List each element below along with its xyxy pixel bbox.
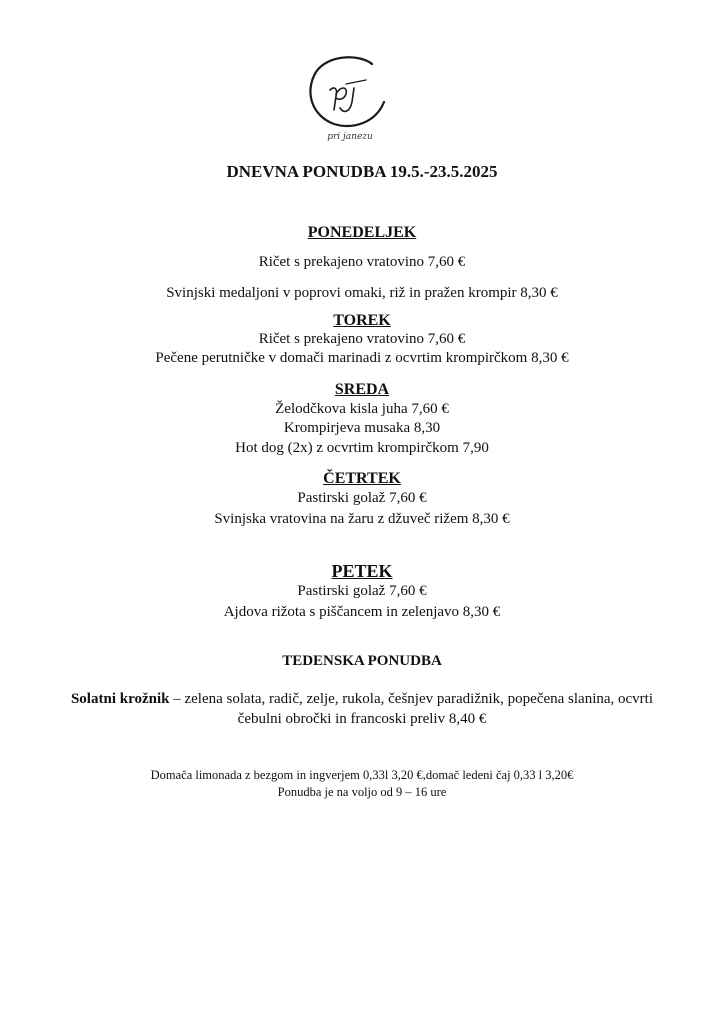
logo-mark-icon — [300, 50, 400, 142]
menu-item: Svinjska vratovina na žaru z džuveč rižem 8,30 € — [214, 511, 510, 527]
menu-item: Ričet s prekajeno vratovino 7,60 € — [258, 254, 466, 270]
hours-note: Ponudba je na voljo od 9 – 16 ure — [277, 785, 447, 799]
weekly-offer-item — [62, 689, 662, 729]
day-heading-thursday: ČETRTEK — [323, 470, 401, 487]
menu-item: Ajdova rižota s piščancem in zelenjavo 8,30 € — [223, 604, 501, 620]
day-heading-friday: PETEK — [331, 561, 393, 581]
weekly-item-name: Solatni krožnik — [70, 691, 170, 707]
weekly-offer-heading: TEDENSKA PONUDBA — [282, 653, 442, 669]
menu-item: Želodčkova kisla juha 7,60 € — [275, 401, 449, 417]
menu-item: Svinjski medaljoni v poprovi omaki, riž in pražen krompir 8,30 € — [166, 285, 558, 301]
menu-item: Krompirjeva musaka 8,30 — [283, 420, 441, 436]
menu-item: Pastirski golaž 7,60 € — [297, 583, 427, 599]
menu-item: Pastirski golaž 7,60 € — [297, 490, 427, 506]
logo-tagline: pri janezu — [327, 132, 373, 142]
day-heading-wednesday: SREDA — [334, 381, 390, 398]
restaurant-logo — [300, 50, 400, 142]
page-title: DNEVNA PONUDBA 19.5.-23.5.2025 — [226, 162, 498, 181]
menu-item: Pečene perutničke v domači marinadi z ocvrtim krompirčkom 8,30 € — [155, 350, 569, 366]
weekly-item-description: – zelena solata, radič, zelje, rukola, češnjev paradižnik, popečena slanina, ocvrti čebulni obročki in francoski preliv 8,40 € — [169, 691, 654, 727]
menu-item: Hot dog (2x) z ocvrtim krompirčkom 7,90 — [235, 440, 489, 456]
day-heading-monday: PONEDELJEK — [307, 224, 417, 241]
drinks-note: Domača limonada z bezgom in ingverjem 0,33l 3,20 €,domač ledeni čaj 0,33 l 3,20€ — [150, 768, 574, 782]
menu-item: Ričet s prekajeno vratovino 7,60 € — [258, 331, 466, 347]
day-heading-tuesday: TOREK — [333, 312, 391, 329]
